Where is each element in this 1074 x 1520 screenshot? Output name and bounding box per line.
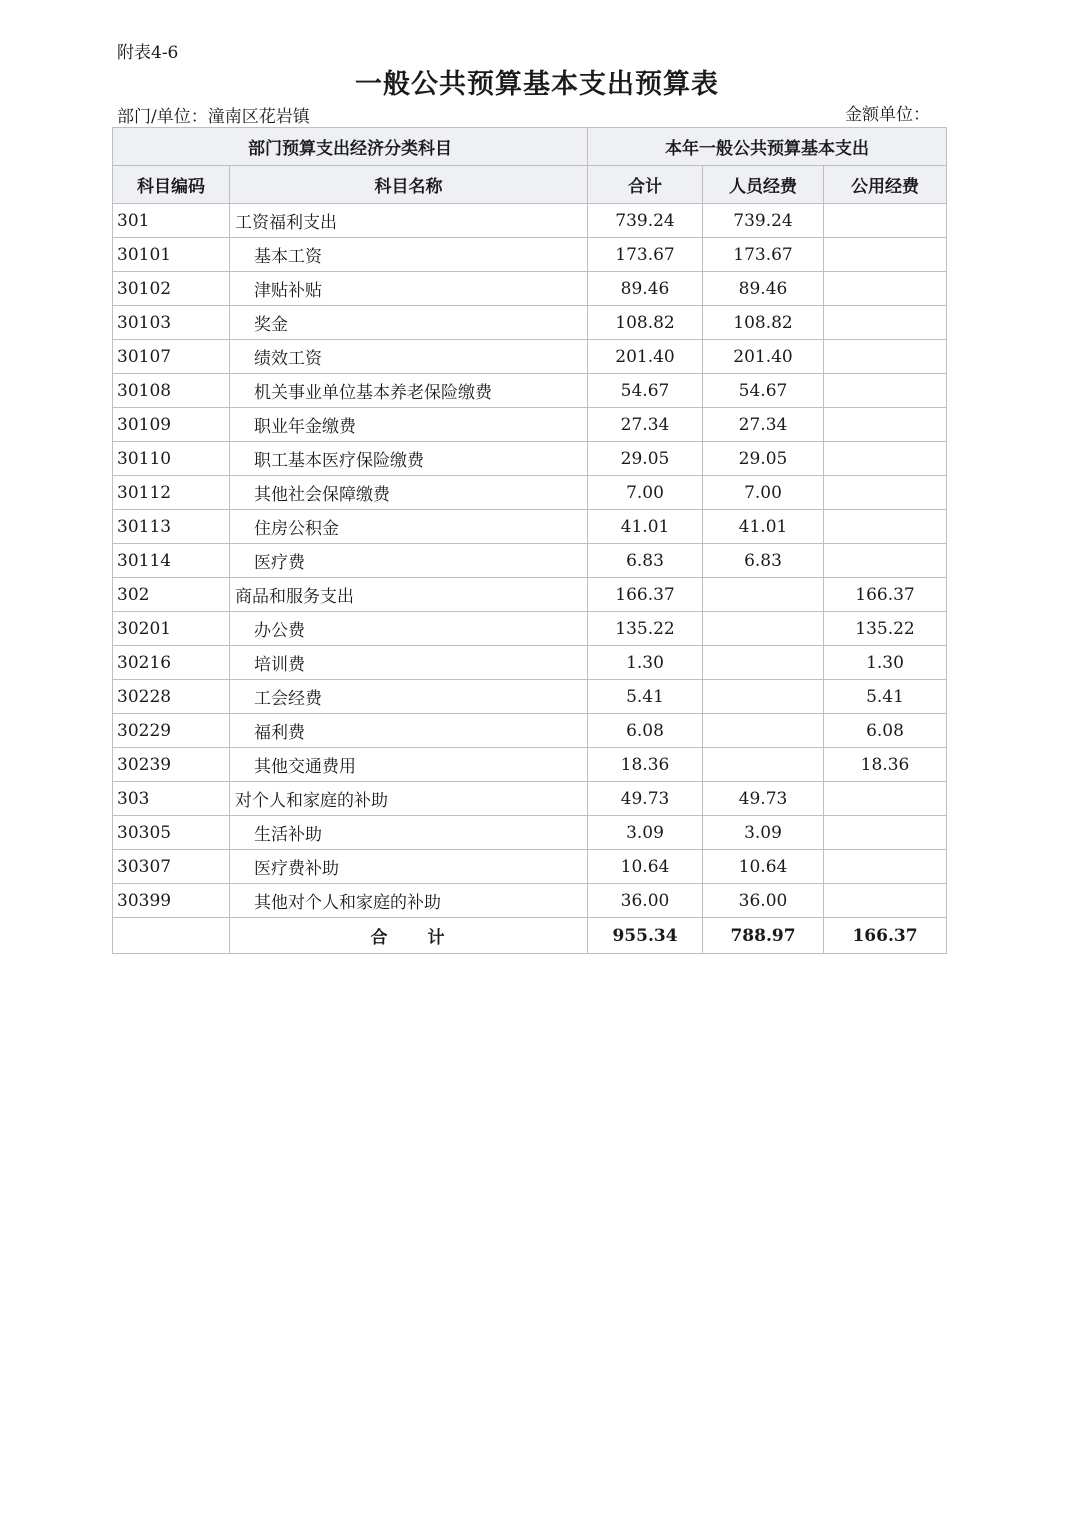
row-personnel-cell: 10.64 (703, 850, 824, 884)
row-name-cell: 商品和服务支出 (230, 578, 588, 612)
row-personnel-cell: 739.24 (703, 204, 824, 238)
row-code-cell: 30103 (113, 306, 230, 340)
row-name-cell: 其他交通费用 (230, 748, 588, 782)
row-personnel-cell: 49.73 (703, 782, 824, 816)
row-name-cell: 机关事业单位基本养老保险缴费 (230, 374, 588, 408)
row-name-cell: 医疗费补助 (230, 850, 588, 884)
table-row (113, 782, 947, 816)
row-code-cell: 30228 (113, 680, 230, 714)
row-total-cell: 27.34 (588, 408, 703, 442)
department-line: 部门/单位：潼南区花岩镇 (117, 107, 310, 127)
row-code-cell: 30112 (113, 476, 230, 510)
row-personnel-cell: 41.01 (703, 510, 824, 544)
row-personnel-cell: 201.40 (703, 340, 824, 374)
table-row (113, 442, 947, 476)
table-row (113, 680, 947, 714)
row-code-cell: 30110 (113, 442, 230, 476)
row-name-cell: 工会经费 (230, 680, 588, 714)
row-personnel-cell: 27.34 (703, 408, 824, 442)
row-public-cell (824, 510, 947, 544)
row-personnel-cell: 89.46 (703, 272, 824, 306)
row-total-cell: 5.41 (588, 680, 703, 714)
table-row (113, 204, 947, 238)
group-header-current-year: 本年一般公共预算基本支出 (588, 128, 947, 166)
table-row (113, 612, 947, 646)
row-name-cell: 工资福利支出 (230, 204, 588, 238)
row-code-cell: 30107 (113, 340, 230, 374)
row-total-cell: 201.40 (588, 340, 703, 374)
row-code-cell: 30201 (113, 612, 230, 646)
table-row (113, 714, 947, 748)
table-body (113, 204, 947, 918)
table-row (113, 510, 947, 544)
table-row (113, 476, 947, 510)
amount-unit-line: 金额单位： (845, 105, 930, 125)
row-public-cell (824, 340, 947, 374)
table-row (113, 272, 947, 306)
row-public-cell: 1.30 (824, 646, 947, 680)
row-public-cell: 135.22 (824, 612, 947, 646)
total-row-total: 955.34 (588, 918, 703, 954)
row-total-cell: 29.05 (588, 442, 703, 476)
row-code-cell: 30113 (113, 510, 230, 544)
row-code-cell: 30114 (113, 544, 230, 578)
row-total-cell: 739.24 (588, 204, 703, 238)
row-personnel-cell (703, 680, 824, 714)
row-code-cell: 303 (113, 782, 230, 816)
row-code-cell: 30229 (113, 714, 230, 748)
table-row (113, 408, 947, 442)
row-public-cell (824, 476, 947, 510)
row-code-cell: 30108 (113, 374, 230, 408)
row-personnel-cell: 6.83 (703, 544, 824, 578)
total-row-personnel: 788.97 (703, 918, 824, 954)
row-code-cell: 30109 (113, 408, 230, 442)
row-name-cell: 医疗费 (230, 544, 588, 578)
row-public-cell: 18.36 (824, 748, 947, 782)
row-public-cell (824, 408, 947, 442)
row-public-cell (824, 782, 947, 816)
row-total-cell: 3.09 (588, 816, 703, 850)
row-public-cell (824, 442, 947, 476)
total-row-code-cell (113, 918, 230, 954)
row-public-cell (824, 272, 947, 306)
table-row (113, 816, 947, 850)
row-total-cell: 54.67 (588, 374, 703, 408)
row-personnel-cell (703, 714, 824, 748)
row-code-cell: 30216 (113, 646, 230, 680)
row-code-cell: 30102 (113, 272, 230, 306)
row-public-cell: 5.41 (824, 680, 947, 714)
row-name-cell: 对个人和家庭的补助 (230, 782, 588, 816)
row-name-cell: 生活补助 (230, 816, 588, 850)
column-header-public: 公用经费 (824, 166, 947, 204)
row-public-cell (824, 544, 947, 578)
row-name-cell: 职工基本医疗保险缴费 (230, 442, 588, 476)
row-code-cell: 30305 (113, 816, 230, 850)
row-name-cell: 绩效工资 (230, 340, 588, 374)
table-row (113, 884, 947, 918)
row-public-cell (824, 204, 947, 238)
column-header-name: 科目名称 (230, 166, 588, 204)
row-name-cell: 住房公积金 (230, 510, 588, 544)
row-code-cell: 302 (113, 578, 230, 612)
row-code-cell: 30239 (113, 748, 230, 782)
row-name-cell: 办公费 (230, 612, 588, 646)
table-row (113, 646, 947, 680)
row-code-cell: 30399 (113, 884, 230, 918)
table-row (113, 340, 947, 374)
row-personnel-cell (703, 646, 824, 680)
row-public-cell (824, 374, 947, 408)
row-personnel-cell: 108.82 (703, 306, 824, 340)
table-row (113, 374, 947, 408)
row-public-cell (824, 884, 947, 918)
group-header-category: 部门预算支出经济分类科目 (113, 128, 588, 166)
row-public-cell (824, 238, 947, 272)
row-personnel-cell (703, 578, 824, 612)
row-code-cell: 30101 (113, 238, 230, 272)
column-header-code: 科目编码 (113, 166, 230, 204)
total-row-public: 166.37 (824, 918, 947, 954)
row-total-cell: 135.22 (588, 612, 703, 646)
row-total-cell: 18.36 (588, 748, 703, 782)
row-name-cell: 其他社会保障缴费 (230, 476, 588, 510)
table-row (113, 544, 947, 578)
column-header-total: 合计 (588, 166, 703, 204)
table-row (113, 238, 947, 272)
table-row (113, 850, 947, 884)
row-public-cell (824, 306, 947, 340)
row-code-cell: 30307 (113, 850, 230, 884)
row-name-cell: 其他对个人和家庭的补助 (230, 884, 588, 918)
row-personnel-cell: 3.09 (703, 816, 824, 850)
row-name-cell: 基本工资 (230, 238, 588, 272)
total-row (113, 918, 947, 954)
row-name-cell: 福利费 (230, 714, 588, 748)
row-total-cell: 1.30 (588, 646, 703, 680)
attachment-label: 附表4-6 (117, 43, 179, 63)
page-title: 一般公共预算基本支出预算表 (355, 69, 719, 100)
row-personnel-cell: 54.67 (703, 374, 824, 408)
row-personnel-cell: 29.05 (703, 442, 824, 476)
row-personnel-cell (703, 612, 824, 646)
row-total-cell: 6.08 (588, 714, 703, 748)
table-row (113, 748, 947, 782)
row-personnel-cell: 36.00 (703, 884, 824, 918)
row-total-cell: 49.73 (588, 782, 703, 816)
row-public-cell: 166.37 (824, 578, 947, 612)
row-public-cell (824, 816, 947, 850)
row-total-cell: 10.64 (588, 850, 703, 884)
column-header-personnel: 人员经费 (703, 166, 824, 204)
budget-table (112, 127, 947, 954)
row-name-cell: 培训费 (230, 646, 588, 680)
row-public-cell (824, 850, 947, 884)
row-personnel-cell: 173.67 (703, 238, 824, 272)
table-row (113, 578, 947, 612)
row-name-cell: 津贴补贴 (230, 272, 588, 306)
row-total-cell: 89.46 (588, 272, 703, 306)
total-row-label: 合 计 (230, 918, 588, 954)
row-total-cell: 6.83 (588, 544, 703, 578)
row-total-cell: 166.37 (588, 578, 703, 612)
row-personnel-cell (703, 748, 824, 782)
row-code-cell: 301 (113, 204, 230, 238)
table-row (113, 306, 947, 340)
row-public-cell: 6.08 (824, 714, 947, 748)
row-total-cell: 108.82 (588, 306, 703, 340)
row-name-cell: 奖金 (230, 306, 588, 340)
row-total-cell: 36.00 (588, 884, 703, 918)
row-personnel-cell: 7.00 (703, 476, 824, 510)
row-total-cell: 173.67 (588, 238, 703, 272)
row-total-cell: 7.00 (588, 476, 703, 510)
row-total-cell: 41.01 (588, 510, 703, 544)
row-name-cell: 职业年金缴费 (230, 408, 588, 442)
